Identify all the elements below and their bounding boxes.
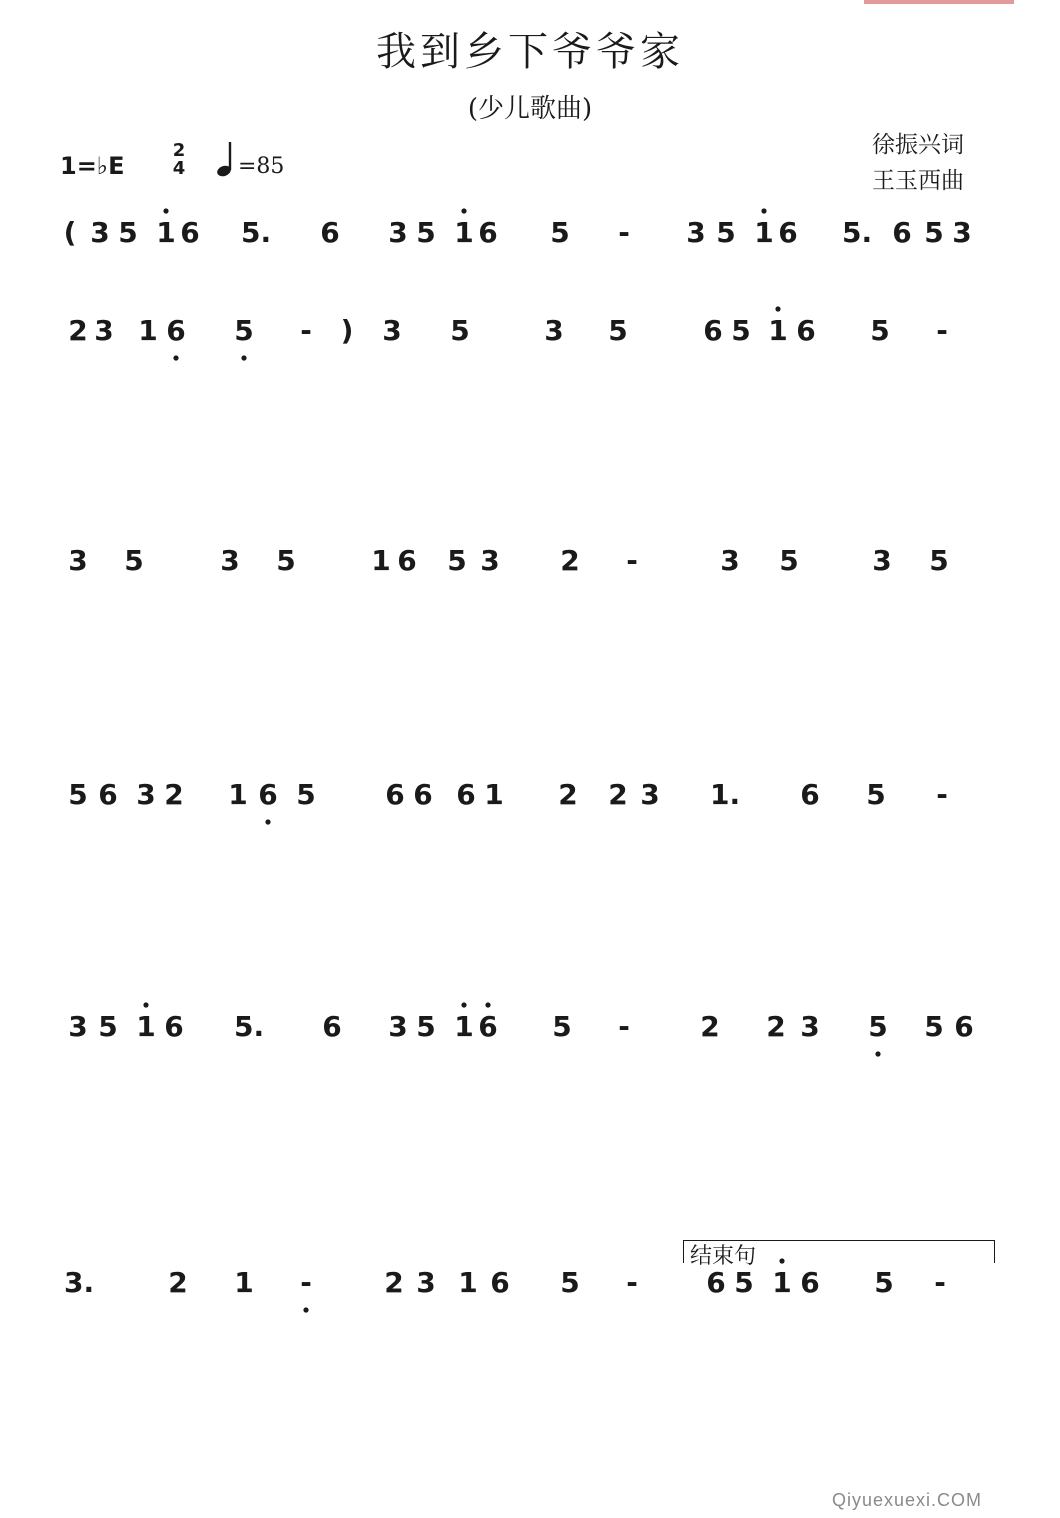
- note: 6: [778, 216, 798, 249]
- note: 5: [118, 216, 138, 249]
- note: 6: [385, 778, 405, 811]
- note: 6: [397, 544, 417, 577]
- key-signature: 1=♭E: [60, 152, 125, 180]
- note: 5: [779, 544, 799, 577]
- note: ): [340, 314, 354, 347]
- note: 6: [800, 1266, 820, 1299]
- note: 3: [94, 314, 114, 347]
- note: 1: [454, 1010, 474, 1043]
- note: 3: [382, 314, 402, 347]
- note: 3: [68, 544, 88, 577]
- octave-dot-below: [265, 819, 270, 824]
- note: 3: [480, 544, 500, 577]
- octave-dot-above: [485, 1002, 490, 1007]
- note: 5: [450, 314, 470, 347]
- time-signature-top: 2: [172, 140, 186, 161]
- note: 2: [68, 314, 88, 347]
- note: 6: [322, 1010, 342, 1043]
- note: 3: [90, 216, 110, 249]
- note: 5: [866, 778, 886, 811]
- ending-label: 结束句: [690, 1244, 757, 1269]
- song-title: 我到乡下爷爷家: [376, 29, 684, 75]
- note: 5: [416, 216, 436, 249]
- note: 3: [388, 1010, 408, 1043]
- note: 5: [608, 314, 628, 347]
- note: 3: [544, 314, 564, 347]
- note: 6: [180, 216, 200, 249]
- ending-bracket: [683, 1240, 995, 1269]
- note: 3: [952, 216, 972, 249]
- note: 1: [772, 1266, 792, 1299]
- note: 1: [458, 1266, 478, 1299]
- tempo-marking: =85: [238, 154, 285, 179]
- note: 1: [156, 216, 176, 249]
- note: 1: [234, 1266, 254, 1299]
- note: 1: [138, 314, 158, 347]
- note: 1: [371, 544, 391, 577]
- note: 5: [550, 216, 570, 249]
- note: -: [626, 1266, 638, 1299]
- note: 3: [136, 778, 156, 811]
- octave-dot-above: [461, 1002, 466, 1007]
- note: -: [618, 216, 630, 249]
- note: 3: [720, 544, 740, 577]
- note: 6: [258, 778, 278, 811]
- note: 5: [734, 1266, 754, 1299]
- note: -: [936, 314, 948, 347]
- note: 6: [706, 1266, 726, 1299]
- note: 1: [136, 1010, 156, 1043]
- note: 5: [124, 544, 144, 577]
- octave-dot-below: [303, 1307, 308, 1312]
- note: -: [936, 778, 948, 811]
- note: 5: [68, 778, 88, 811]
- note: 1: [768, 314, 788, 347]
- note: 5: [929, 544, 949, 577]
- note: 3: [872, 544, 892, 577]
- note: 2: [608, 778, 628, 811]
- note: 6: [413, 778, 433, 811]
- octave-dot-above: [761, 208, 766, 213]
- note: 2: [384, 1266, 404, 1299]
- note: 6: [703, 314, 723, 347]
- octave-dot-below: [173, 355, 178, 360]
- composer-credit: 王玉西曲: [872, 168, 964, 194]
- note: -: [626, 544, 638, 577]
- note: 1: [754, 216, 774, 249]
- note: 5: [870, 314, 890, 347]
- note: 1: [484, 778, 504, 811]
- note: 5: [447, 544, 467, 577]
- note: 5: [924, 1010, 944, 1043]
- note: 5.: [241, 216, 272, 249]
- note: 2: [766, 1010, 786, 1043]
- note: 6: [98, 778, 118, 811]
- note: 2: [700, 1010, 720, 1043]
- note: 3.: [64, 1266, 95, 1299]
- note: 3: [640, 778, 660, 811]
- note: 5: [716, 216, 736, 249]
- note: 6: [478, 216, 498, 249]
- note: 6: [478, 1010, 498, 1043]
- note: 5.: [842, 216, 873, 249]
- note: 6: [800, 778, 820, 811]
- note: 1.: [710, 778, 741, 811]
- note: -: [300, 1266, 312, 1299]
- note: 1: [454, 216, 474, 249]
- note: 3: [800, 1010, 820, 1043]
- note: (: [63, 216, 77, 249]
- octave-dot-above: [461, 208, 466, 213]
- octave-dot-above: [163, 208, 168, 213]
- octave-dot-below: [241, 355, 246, 360]
- time-signature-bottom: 4: [172, 158, 186, 179]
- octave-dot-below: [875, 1051, 880, 1056]
- note: 1: [228, 778, 248, 811]
- octave-dot-above: [143, 1002, 148, 1007]
- note: 3: [68, 1010, 88, 1043]
- note: 2: [168, 1266, 188, 1299]
- note: 5: [874, 1266, 894, 1299]
- note: 5: [416, 1010, 436, 1043]
- note: -: [300, 314, 312, 347]
- note: 6: [892, 216, 912, 249]
- note: 2: [560, 544, 580, 577]
- note: 2: [558, 778, 578, 811]
- note: 5: [868, 1010, 888, 1043]
- lyricist-credit: 徐振兴词: [872, 132, 964, 158]
- note: 6: [954, 1010, 974, 1043]
- octave-dot-above: [775, 306, 780, 311]
- site-watermark: Qiyuexuexi.COM: [832, 1490, 983, 1510]
- note: 5: [731, 314, 751, 347]
- note: 5: [234, 314, 254, 347]
- note: 6: [456, 778, 476, 811]
- note: 5: [552, 1010, 572, 1043]
- note: 3: [686, 216, 706, 249]
- note: 2: [164, 778, 184, 811]
- note: 3: [416, 1266, 436, 1299]
- note: 5: [296, 778, 316, 811]
- note: 6: [166, 314, 186, 347]
- song-subtitle: (少儿歌曲): [467, 94, 593, 124]
- note: 6: [796, 314, 816, 347]
- note: 5: [98, 1010, 118, 1043]
- note: -: [934, 1266, 946, 1299]
- note: 6: [320, 216, 340, 249]
- note: 6: [490, 1266, 510, 1299]
- note: 5.: [234, 1010, 265, 1043]
- note: 3: [220, 544, 240, 577]
- note: 5: [924, 216, 944, 249]
- note: 6: [164, 1010, 184, 1043]
- note: 5: [560, 1266, 580, 1299]
- note: -: [618, 1010, 630, 1043]
- note: 5: [276, 544, 296, 577]
- note: 3: [388, 216, 408, 249]
